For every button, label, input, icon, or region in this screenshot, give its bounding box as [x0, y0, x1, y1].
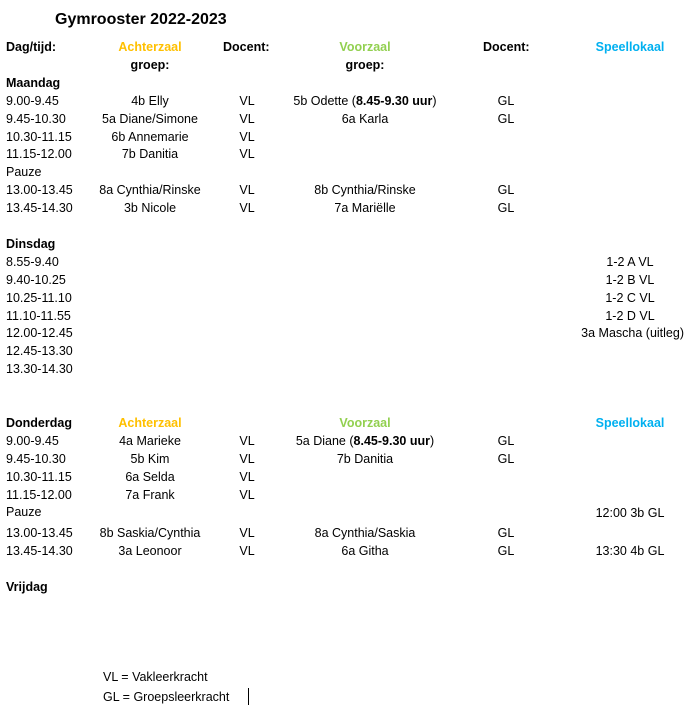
docent-cell: GL [497, 544, 515, 558]
day-maandag: Maandag [6, 76, 61, 90]
voorzaal-cell: 5a Diane (8.45-9.30 uur) [295, 434, 435, 448]
speellokaal-cell: 13:30 4b GL [595, 544, 665, 558]
time-cell: 9.40-10.25 [6, 273, 66, 287]
voorzaal-cell: 8b Cynthia/Rinske [314, 183, 416, 197]
speellokaal-cell: 3a Mascha (uitleg) [581, 326, 684, 340]
achterzaal-cell: 4a Marieke [119, 434, 181, 448]
header-achterzaal-donderdag: Achterzaal [118, 416, 182, 430]
header-docent-1: Docent: [223, 40, 270, 54]
docent-cell: GL [497, 201, 515, 215]
voorzaal-cell: 6a Karla [341, 112, 389, 126]
docent-cell: GL [497, 112, 515, 126]
docent-cell: VL [239, 470, 255, 484]
speellokaal-cell: 1-2 A VL [606, 255, 654, 269]
time-cell: 10.25-11.10 [6, 291, 72, 305]
speellokaal-cell: 1-2 C VL [605, 291, 655, 305]
header-speellokaal: Speellokaal [595, 40, 665, 54]
achterzaal-cell: 6b Annemarie [111, 130, 189, 144]
time-cell: 11.10-11.55 [6, 309, 71, 323]
achterzaal-cell: 5a Diane/Simone [102, 112, 198, 126]
text-cursor [248, 688, 249, 705]
achterzaal-cell: 6a Selda [125, 470, 175, 484]
time-cell: 8.55-9.40 [6, 255, 59, 269]
docent-cell: VL [239, 147, 255, 161]
header-dagtijd: Dag/tijd: [6, 40, 56, 54]
time-cell: 13.30-14.30 [6, 362, 73, 376]
voorzaal-cell: 6a Githa [341, 544, 389, 558]
header-groep-2: groep: [345, 58, 385, 72]
docent-cell: GL [497, 434, 515, 448]
docent-cell: VL [239, 112, 255, 126]
day-donderdag: Donderdag [6, 416, 72, 430]
voorzaal-cell: 7a Mariëlle [334, 201, 396, 215]
header-speellokaal-donderdag: Speellokaal [595, 416, 665, 430]
speellokaal-cell: 1-2 B VL [605, 273, 655, 287]
time-cell: 11.15-12.00 [6, 147, 72, 161]
voorzaal-cell: 7b Danitia [336, 452, 394, 466]
docent-cell: GL [497, 526, 515, 540]
time-cell: 13.00-13.45 [6, 183, 73, 197]
time-cell: Pauze [6, 165, 42, 179]
docent-cell: VL [239, 452, 255, 466]
docent-cell: VL [239, 488, 255, 502]
docent-cell: GL [497, 452, 515, 466]
docent-cell: VL [239, 434, 255, 448]
header-groep-1: groep: [130, 58, 170, 72]
time-cell: 11.15-12.00 [6, 488, 72, 502]
achterzaal-cell: 3b Nicole [123, 201, 177, 215]
time-cell: 13.00-13.45 [6, 526, 73, 540]
page-title: Gymrooster 2022-2023 [55, 11, 227, 28]
achterzaal-cell: 8b Saskia/Cynthia [99, 526, 201, 540]
docent-cell: VL [239, 544, 255, 558]
time-cell: 9.45-10.30 [6, 452, 66, 466]
time-cell: 13.45-14.30 [6, 544, 73, 558]
achterzaal-cell: 4b Elly [131, 94, 169, 108]
docent-cell: VL [239, 94, 255, 108]
docent-cell: GL [497, 94, 515, 108]
voorzaal-cell: 8a Cynthia/Saskia [314, 526, 416, 540]
achterzaal-cell: 8a Cynthia/Rinske [99, 183, 201, 197]
speellokaal-cell: 12:00 3b GL [595, 506, 665, 520]
achterzaal-cell: 5b Kim [130, 452, 170, 466]
time-cell: 12.00-12.45 [6, 326, 73, 340]
achterzaal-cell: 7b Danitia [121, 147, 179, 161]
docent-cell: GL [497, 183, 515, 197]
header-achterzaal: Achterzaal [118, 40, 182, 54]
legend-gl: GL = Groepsleerkracht [103, 690, 230, 704]
legend-vl: VL = Vakleerkracht [103, 670, 208, 684]
day-dinsdag: Dinsdag [6, 237, 56, 251]
day-vrijdag: Vrijdag [6, 580, 48, 594]
docent-cell: VL [239, 183, 255, 197]
voorzaal-cell: 5b Odette (8.45-9.30 uur) [293, 94, 437, 108]
time-cell: 10.30-11.15 [6, 470, 72, 484]
time-cell: 9.00-9.45 [6, 434, 59, 448]
achterzaal-cell: 7a Frank [125, 488, 175, 502]
header-docent-2: Docent: [483, 40, 530, 54]
time-cell: 12.45-13.30 [6, 344, 73, 358]
time-cell: 9.00-9.45 [6, 94, 59, 108]
time-cell: 10.30-11.15 [6, 130, 72, 144]
time-cell: Pauze [6, 505, 42, 519]
speellokaal-cell: 1-2 D VL [605, 309, 655, 323]
docent-cell: VL [239, 526, 255, 540]
header-voorzaal: Voorzaal [339, 40, 391, 54]
time-cell: 9.45-10.30 [6, 112, 66, 126]
header-voorzaal-donderdag: Voorzaal [339, 416, 391, 430]
time-cell: 13.45-14.30 [6, 201, 73, 215]
achterzaal-cell: 3a Leonoor [118, 544, 182, 558]
docent-cell: VL [239, 130, 255, 144]
docent-cell: VL [239, 201, 255, 215]
